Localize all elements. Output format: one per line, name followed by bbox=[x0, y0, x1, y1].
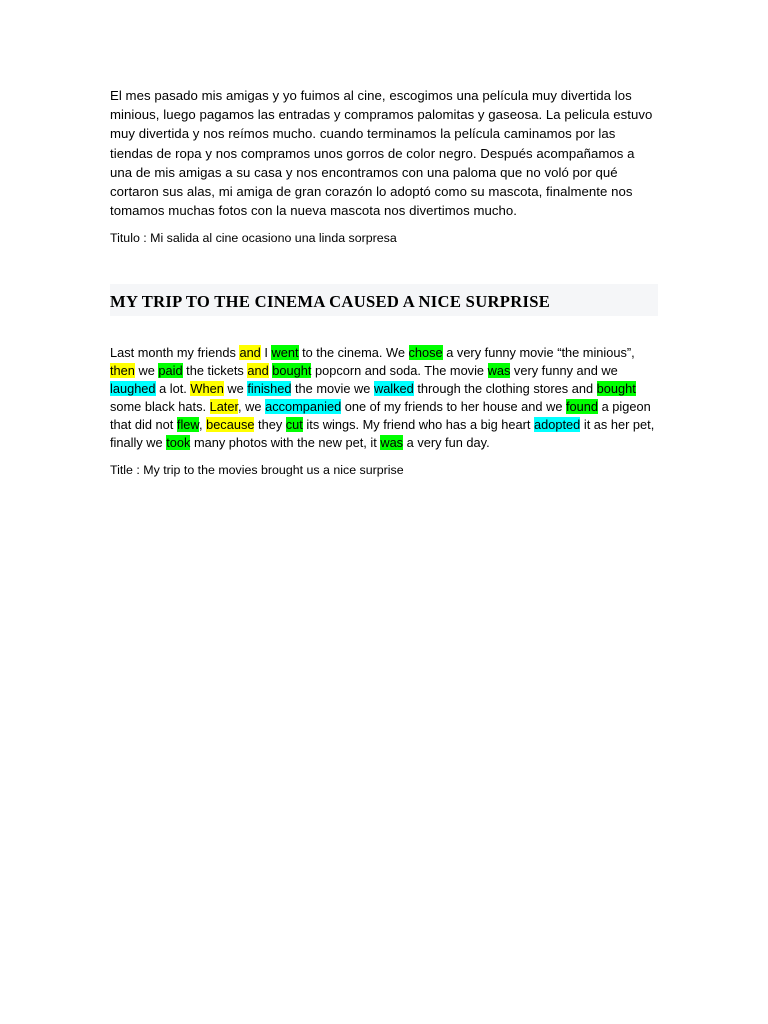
highlighted-word-green: chose bbox=[408, 345, 443, 361]
text-run: one of my friends to her house and we bbox=[341, 399, 566, 415]
highlighted-word-cyan: walked bbox=[373, 381, 414, 397]
highlighted-word-green: was bbox=[380, 434, 404, 450]
heading-band bbox=[110, 284, 658, 316]
text-run: through the clothing stores and bbox=[413, 381, 597, 397]
text-run: its wings. My friend who has a big heart bbox=[302, 417, 535, 433]
highlighted-word-green: went bbox=[271, 345, 299, 361]
text-run: we bbox=[223, 381, 248, 397]
text-run: a pigeon that did not bbox=[110, 399, 651, 433]
text-run: a lot. bbox=[155, 381, 191, 397]
text-run: , bbox=[198, 417, 207, 433]
highlighted-word-green: took bbox=[166, 434, 191, 450]
text-run: a very funny movie “the minious”, bbox=[442, 345, 635, 361]
highlighted-word-yellow: and bbox=[247, 363, 269, 379]
document-heading: MY TRIP TO THE CINEMA CAUSED A NICE SURPRISE bbox=[110, 292, 551, 312]
text-run: a very fun day. bbox=[403, 434, 490, 450]
text-run: , we bbox=[238, 399, 266, 415]
highlighted-word-cyan: adopted bbox=[534, 417, 581, 433]
highlighted-word-cyan: finished bbox=[247, 381, 292, 397]
english-paragraph bbox=[110, 344, 658, 451]
text-run: popcorn and soda. The movie bbox=[311, 363, 488, 379]
highlighted-word-yellow: and bbox=[239, 345, 261, 361]
highlighted-word-green: cut bbox=[285, 417, 303, 433]
text-run: it as her pet, finally we bbox=[110, 417, 655, 450]
highlighted-word-yellow: When bbox=[190, 381, 224, 397]
text-run: Last month my friends bbox=[110, 345, 240, 361]
highlighted-word-green: bought bbox=[596, 381, 636, 397]
highlighted-word-yellow: Later bbox=[209, 399, 239, 415]
text-run: some black hats. bbox=[110, 399, 210, 415]
spanish-title: Titulo : Mi salida al cine ocasiono una linda sorpresa bbox=[110, 231, 397, 246]
highlighted-word-cyan: laughed bbox=[110, 381, 156, 397]
spanish-paragraph: El mes pasado mis amigas y yo fuimos al cine, escogimos una película muy divertida los minious, luego pagamos las entradas y compramos palomitas y gaseosa. La pelicula estuvo muy divertida y nos reímos mucho. cuando terminamos la película caminamos por las tiendas de ropa y nos compramos unos gorros de color negro. Después acompañamos a una de mis amigas a su casa y nos encontramos con una paloma que no voló por qué cortaron sus alas, mi amiga de gran corazón lo adoptó como su mascota, finalmente nos tomamos muchas fotos con la nueva mascota nos divertimos mucho. bbox=[110, 88, 653, 219]
document-page bbox=[110, 86, 658, 479]
text-run: we bbox=[134, 363, 159, 379]
text-run: the tickets bbox=[182, 363, 248, 379]
text-run: many photos with the new pet, it bbox=[190, 434, 381, 450]
highlighted-word-yellow: then bbox=[110, 363, 135, 379]
highlighted-word-green: bought bbox=[272, 363, 312, 379]
text-run: I bbox=[260, 345, 272, 361]
highlighted-word-green: flew bbox=[176, 417, 199, 433]
highlighted-word-yellow: because bbox=[206, 417, 255, 433]
text-run: the movie we bbox=[291, 381, 374, 397]
highlighted-word-green: was bbox=[487, 363, 511, 379]
text-run: very funny and we bbox=[510, 363, 618, 379]
highlighted-word-green: paid bbox=[158, 363, 183, 379]
highlighted-word-cyan: accompanied bbox=[265, 399, 342, 415]
text-run: to the cinema. We bbox=[298, 345, 409, 361]
highlighted-word-green: found bbox=[566, 399, 599, 415]
english-title: Title : My trip to the movies brought us a nice surprise bbox=[110, 462, 404, 477]
text-run: they bbox=[254, 417, 286, 433]
